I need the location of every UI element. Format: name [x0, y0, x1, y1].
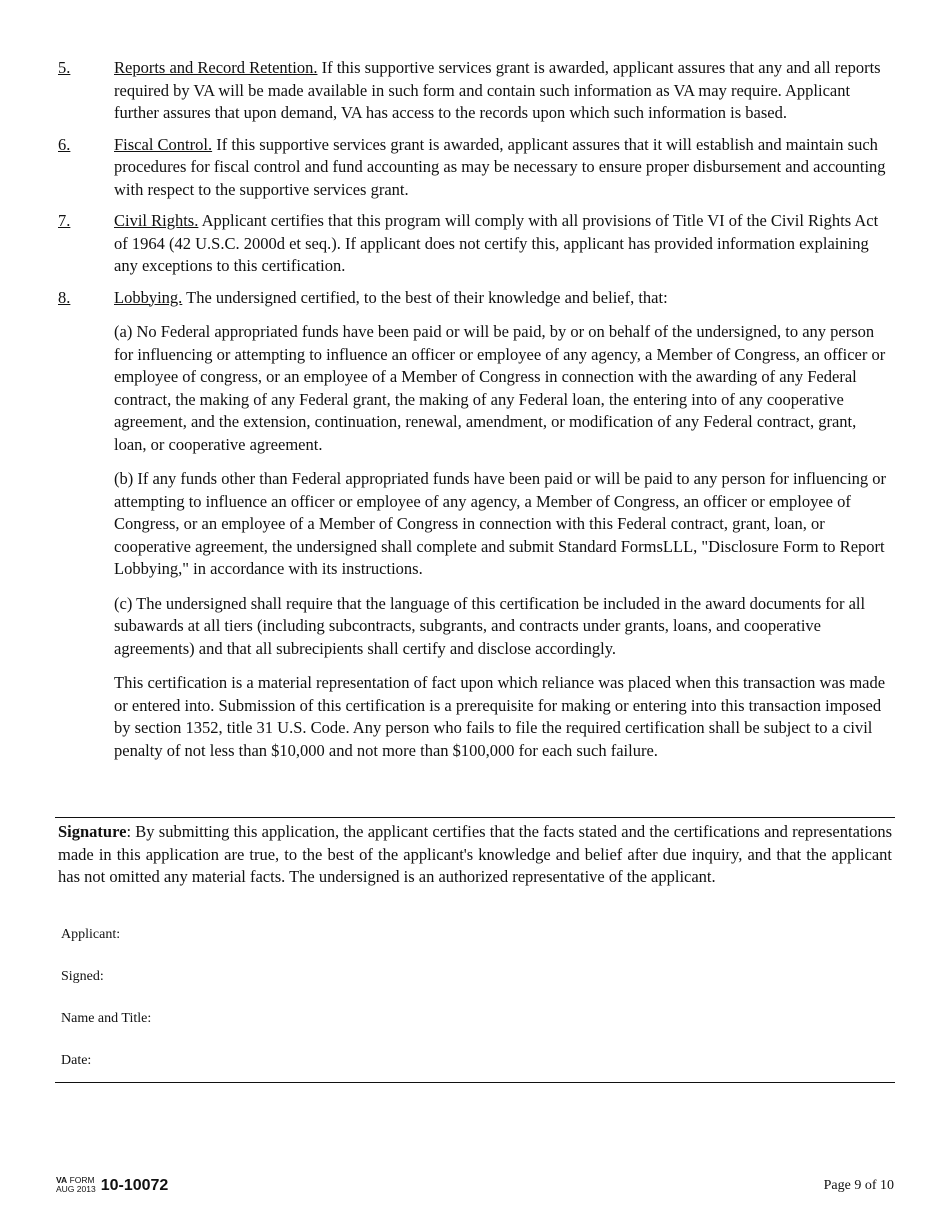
signature-statement — [58, 821, 892, 889]
item-text: If this supportive services grant is awarded, applicant assures that any and all reports required by VA will be made available in such form and contain such information as VA may require. Applicant further assures that upon demand, VA has access to the records upon which such information is based. — [114, 58, 881, 122]
item-body — [114, 57, 892, 125]
signature-bottom-rule — [55, 1082, 895, 1083]
signed-field-label: Signed: — [61, 969, 104, 984]
page-number: Page 9 of 10 — [823, 1178, 894, 1193]
item-body — [114, 134, 892, 202]
item-body — [114, 287, 892, 310]
item-reports-record-retention — [58, 57, 892, 125]
form-identifier — [56, 1176, 168, 1195]
item-lobbying — [58, 287, 892, 310]
lobbying-paragraph-a: (a) No Federal appropriated funds have been paid or will be paid, by or on behalf of the undersigned, to any person for influencing or attempting to influence an officer or employee of any agency, a Member of Congress, an officer or employee of congress, or an employee of a Member of Congress in connection with the awarding of any Federal contract, the making of any Federal grant, the making of any Federal loan, the entering into of any cooperative agreement, and the extension, continuation, renewal, amendment, or modification of any Federal contract, grant, loan, or cooperative agreement. — [114, 322, 886, 454]
item-text: The undersigned certified, to the best of their knowledge and belief, that: — [182, 287, 668, 307]
item-title: Reports and Record Retention. — [114, 58, 318, 77]
certification-list — [58, 57, 892, 774]
form-word: FORM — [69, 1175, 95, 1185]
item-title: Civil Rights. — [114, 211, 199, 230]
signature-text: : By submitting this application, the applicant certifies that the facts stated and the certifications and representations made in this application are true, to the best of the applicant's knowledge and belief after due inquiry, and that the applicant has not omitted any material facts. The undersigned is an authorized representative of the applicant. — [58, 822, 892, 886]
applicant-field-label: Applicant: — [61, 927, 121, 942]
item-body — [114, 210, 892, 278]
item-number: 5. — [58, 58, 71, 77]
item-number: 7. — [58, 211, 71, 230]
form-number: 10-10072 — [100, 1177, 169, 1194]
lobbying-paragraph-c: (c) The undersigned shall require that the language of this certification be included in the award documents for all subawards at all tiers (including subcontracts, subgrants, and contracts under grants, loans, and cooperative agreements) and that all subrecipients shall certify and disclose accordingly. — [114, 593, 866, 658]
lobbying-paragraph-b: (b) If any funds other than Federal appropriated funds have been paid or will be paid to any person for influencing or attempting to influence an officer or employee of any agency, a Member of Congress, an officer or employee of Congress, or an employee of a Member of Congress in connection with this Federal contract, grant, loan, or cooperative agreement, the undersigned shall complete and submit Standard FormsLLL, "Disclosure Form to Report Lobbying," in accordance with its instructions. — [114, 469, 887, 578]
name-title-field-label: Name and Title: — [61, 1011, 152, 1026]
item-number: 6. — [58, 134, 71, 154]
signature-top-rule — [55, 817, 895, 818]
item-fiscal-control — [58, 134, 892, 202]
item-number: 8. — [58, 287, 71, 307]
va-label: VA — [56, 1175, 68, 1185]
item-title: Lobbying. — [114, 287, 183, 307]
item-civil-rights — [58, 210, 892, 278]
item-text: If this supportive services grant is awarded, applicant assures that it will establish and maintain such procedures for fiscal control and fund accounting as may be necessary to ensure proper disbursement and accounting with respect to the supportive services grant. — [114, 134, 886, 199]
signature-heading: Signature — [58, 822, 127, 841]
item-text: Applicant certifies that this program will comply with all provisions of Title VI of the Civil Rights Act of 1964 (42 U.S.C. 2000d et seq.). If applicant does not certify this, applicant has provided information explaining any exceptions to this certification. — [114, 211, 879, 275]
form-date: AUG 2013 — [56, 1184, 96, 1194]
form-tag — [56, 1176, 96, 1194]
lobbying-certification-statement: This certification is a material representation of fact upon which reliance was placed when this transaction was made or entered into. Submission of this certification is a prerequisite for making or entering into this transaction imposed by section 1352, title 31 U.S. Code. Any person who fails to file the required certification shall be subject to a civil penalty of not less than $10,000 and not more than $100,000 for each such failure. — [114, 673, 886, 760]
date-field-label: Date: — [61, 1053, 92, 1068]
item-title: Fiscal Control. — [114, 134, 213, 154]
